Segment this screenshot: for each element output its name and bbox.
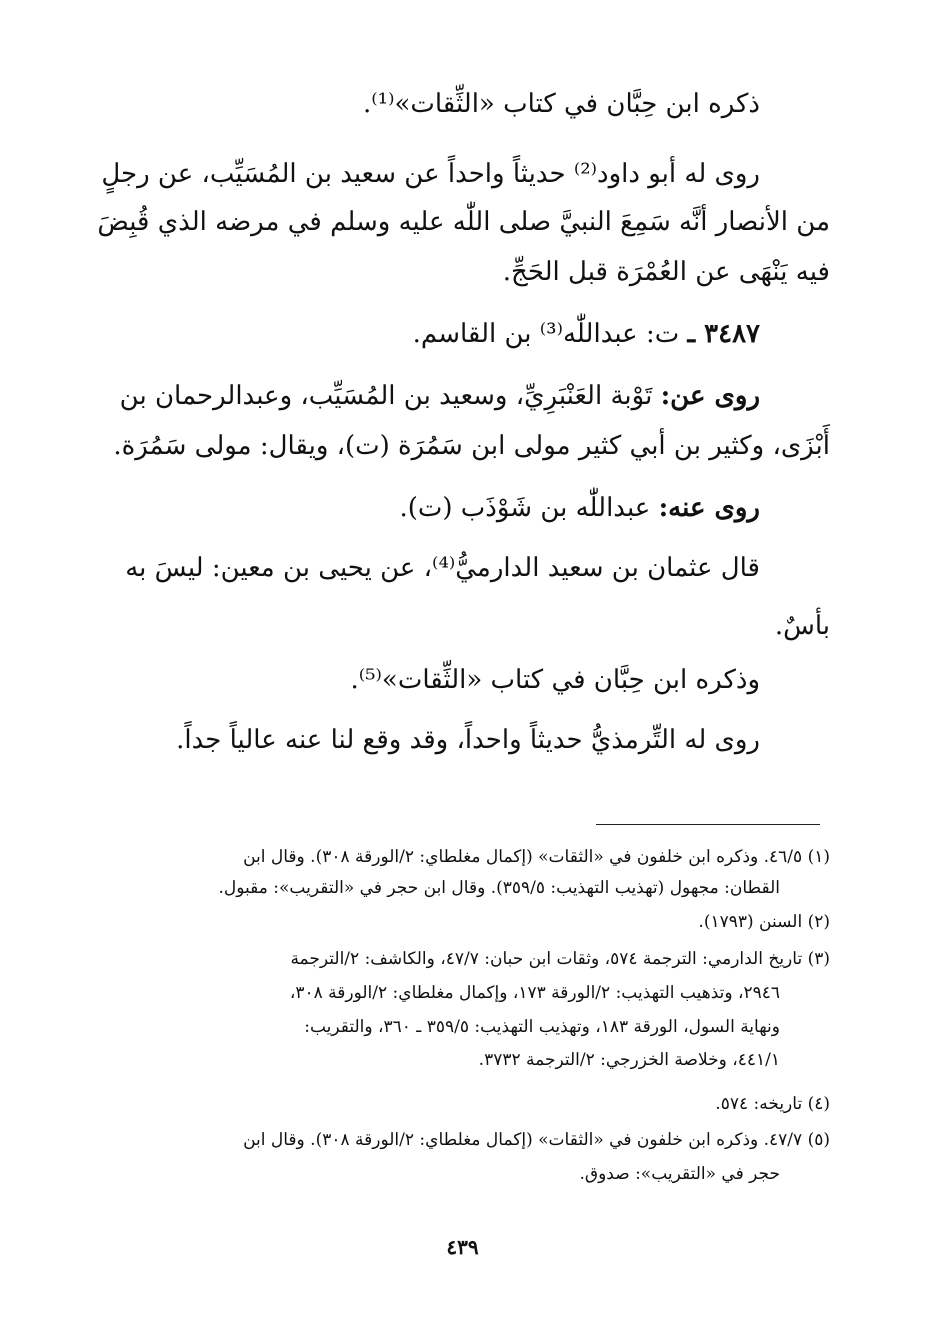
footnote-line: (٥) ٤٧/٧. وذكره ابن خلفون في «الثقات» (إكمال مغلطاي: ٢/الورقة ٣٠٨). وقال ابن bbox=[243, 1130, 830, 1150]
section-label: روى عنه: bbox=[658, 493, 760, 523]
entry-number: ٣٤٨٧ ـ bbox=[687, 319, 760, 349]
footnote-line: حجر في «التقريب»: صدوق. bbox=[579, 1164, 780, 1184]
page-number: ٤٣٩ bbox=[446, 1235, 479, 1259]
body-line: بأسٌ. bbox=[774, 611, 830, 641]
body-line: روى عنه: عبداللّٰه بن شَوْذَب (ت). bbox=[399, 493, 760, 523]
footnote-line: (١) ٤٦/٥. وذكره ابن خلفون في «الثقات» (إكمال مغلطاي: ٢/الورقة ٣٠٨). وقال ابن bbox=[243, 847, 830, 867]
section-label: روى عن: bbox=[660, 381, 760, 411]
footnote-line: ونهاية السول، الورقة ١٨٣، وتهذيب التهذيب: ٣٥٩/٥ ـ ٣٦٠، والتقريب: bbox=[304, 1017, 780, 1037]
body-line: فيه يَنْهَى عن العُمْرَة قبل الحَجِّ. bbox=[502, 257, 830, 287]
footnote-line: (٢) السنن (١٧٩٣). bbox=[698, 912, 830, 932]
body-line: أَبْزَى، وكثير بن أبي كثير مولى ابن سَمُرَة (ت)، ويقال: مولى سَمُرَة. bbox=[113, 431, 830, 461]
body-line: روى له أبو داود⁽²⁾ حديثاً واحداً عن سعيد بن المُسَيِّب، عن رجلٍ bbox=[101, 159, 760, 189]
body-line: قال عثمان بن سعيد الدارميُّ⁽⁴⁾، عن يحيى بن معين: ليسَ به bbox=[125, 553, 760, 583]
entry-heading bbox=[413, 314, 760, 354]
footnote-line: ٢٩٤٦، وتذهيب التهذيب: ٢/الورقة ١٧٣، وإكمال مغلطاي: ٢/الورقة ٣٠٨، bbox=[289, 983, 780, 1003]
footnote-line: (٣) تاريخ الدارمي: الترجمة ٥٧٤، وثقات ابن حبان: ٤٧/٧، والكاشف: ٢/الترجمة bbox=[290, 949, 830, 969]
body-line: وذكره ابن حِبَّان في كتاب «الثِّقات»⁽⁵⁾. bbox=[350, 665, 760, 695]
footnote-separator bbox=[596, 824, 820, 825]
footnote-line: ٤٤١/١، وخلاصة الخزرجي: ٢/الترجمة ٣٧٣٢. bbox=[478, 1050, 780, 1070]
footnote-line: (٤) تاريخه: ٥٧٤. bbox=[715, 1094, 830, 1114]
body-line: ذكره ابن حِبَّان في كتاب «الثِّقات»⁽¹⁾. bbox=[363, 89, 760, 119]
body-line: من الأنصار أنَّه سَمِعَ النبيَّ صلى اللّٰه عليه وسلم في مرضه الذي قُبِضَ bbox=[97, 207, 830, 237]
body-line: روى عن: تَوْبة العَنْبَرِيِّ، وسعيد بن المُسَيِّب، وعبدالرحمان بن bbox=[119, 381, 760, 411]
footnote-line: القطان: مجهول (تهذيب التهذيب: ٣٥٩/٥). وقال ابن حجر في «التقريب»: مقبول. bbox=[218, 878, 780, 898]
entry-title: ت: عبداللّٰه⁽³⁾ بن القاسم. bbox=[412, 319, 680, 349]
body-line: روى له التِّرمذيُّ حديثاً واحداً، وقد وقع لنا عنه عالياً جداً. bbox=[176, 725, 760, 755]
